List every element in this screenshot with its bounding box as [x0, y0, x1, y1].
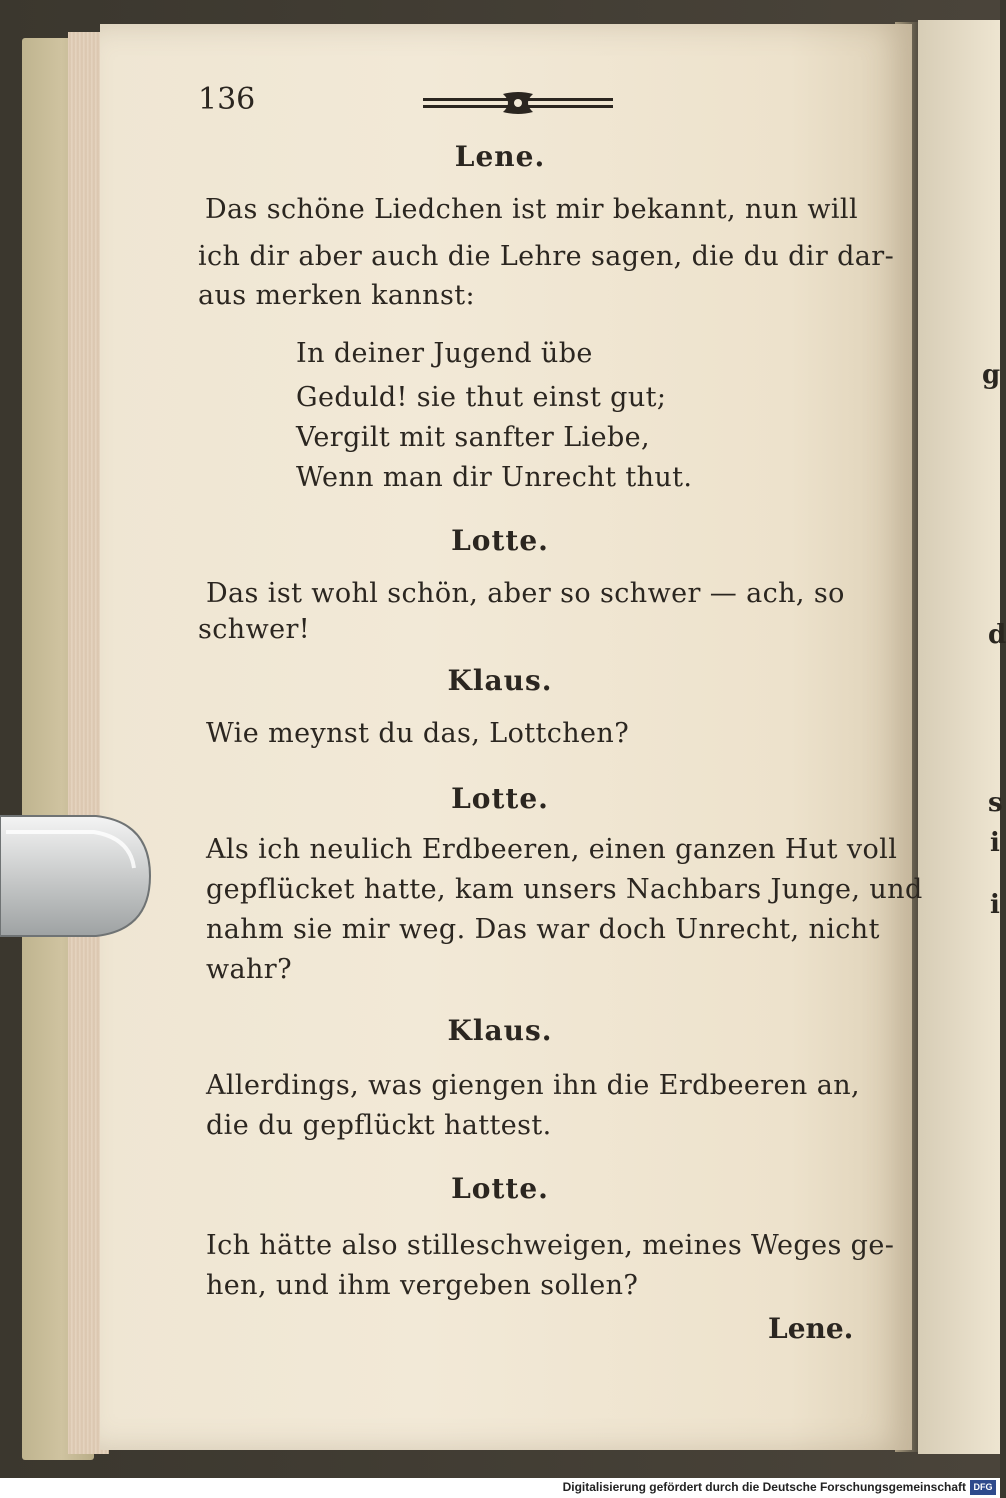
text-line: ich dir aber auch die Lehre sagen, die du dir dar- — [198, 241, 895, 272]
verse-line: Geduld! sie thut einst gut; — [296, 382, 667, 413]
footer-bar — [0, 1478, 1000, 1498]
footer-credit: Digitalisierung gefördert durch die Deutsche Forschungsgemeinschaft — [562, 1480, 966, 1494]
speaker-name: Lene. — [454, 140, 546, 173]
speaker-name: Lotte. — [451, 524, 549, 557]
speaker-name: Klaus. — [447, 1014, 553, 1047]
text-line: die du gepflückt hattest. — [206, 1110, 552, 1141]
facing-page-fragment: s — [988, 788, 1003, 818]
text-line: Ich hätte also stilleschweigen, meines Weges ge- — [206, 1230, 895, 1261]
text-line: schwer! — [198, 614, 311, 645]
speaker-name: Lotte. — [451, 1172, 549, 1205]
text-line: Wie meynst du das, Lottchen? — [206, 718, 630, 749]
facing-page-fragment: g — [982, 360, 1001, 390]
facing-page — [918, 20, 1006, 1454]
verse-line: Vergilt mit sanfter Liebe, — [296, 422, 651, 453]
ornament-rule-icon — [423, 92, 613, 114]
text-line: Als ich neulich Erdbeeren, einen ganzen Hut voll — [206, 834, 898, 865]
verse-line: Wenn man dir Unrecht thut. — [296, 462, 693, 493]
page-number: 136 — [198, 82, 256, 117]
text-line: nahm sie mir weg. Das war doch Unrecht, nicht — [206, 914, 880, 945]
text-line: Das ist wohl schön, aber so schwer — ach, so — [206, 578, 845, 609]
facing-page-fragment: i — [990, 828, 1000, 858]
dfg-logo: DFG — [970, 1480, 996, 1495]
page-header — [198, 82, 818, 122]
glass-clip-icon — [0, 812, 152, 940]
text-line: Allerdings, was giengen ihn die Erdbeeren an, — [206, 1070, 860, 1101]
text-line: hen, und ihm vergeben sollen? — [206, 1270, 639, 1301]
catchword: Lene. — [768, 1312, 854, 1345]
text-line: wahr? — [206, 954, 292, 985]
facing-page-fragment: d — [988, 620, 1006, 650]
speaker-name: Lotte. — [451, 782, 549, 815]
text-line: gepflücket hatte, kam unsers Nachbars Junge, und — [206, 874, 923, 905]
speaker-name: Klaus. — [447, 664, 553, 697]
text-line: Das schöne Liedchen ist mir bekannt, nun will — [205, 194, 858, 225]
verse-line: In deiner Jugend übe — [296, 338, 593, 369]
text-line: aus merken kannst: — [198, 280, 475, 311]
facing-page-fragment: i — [990, 890, 1000, 920]
